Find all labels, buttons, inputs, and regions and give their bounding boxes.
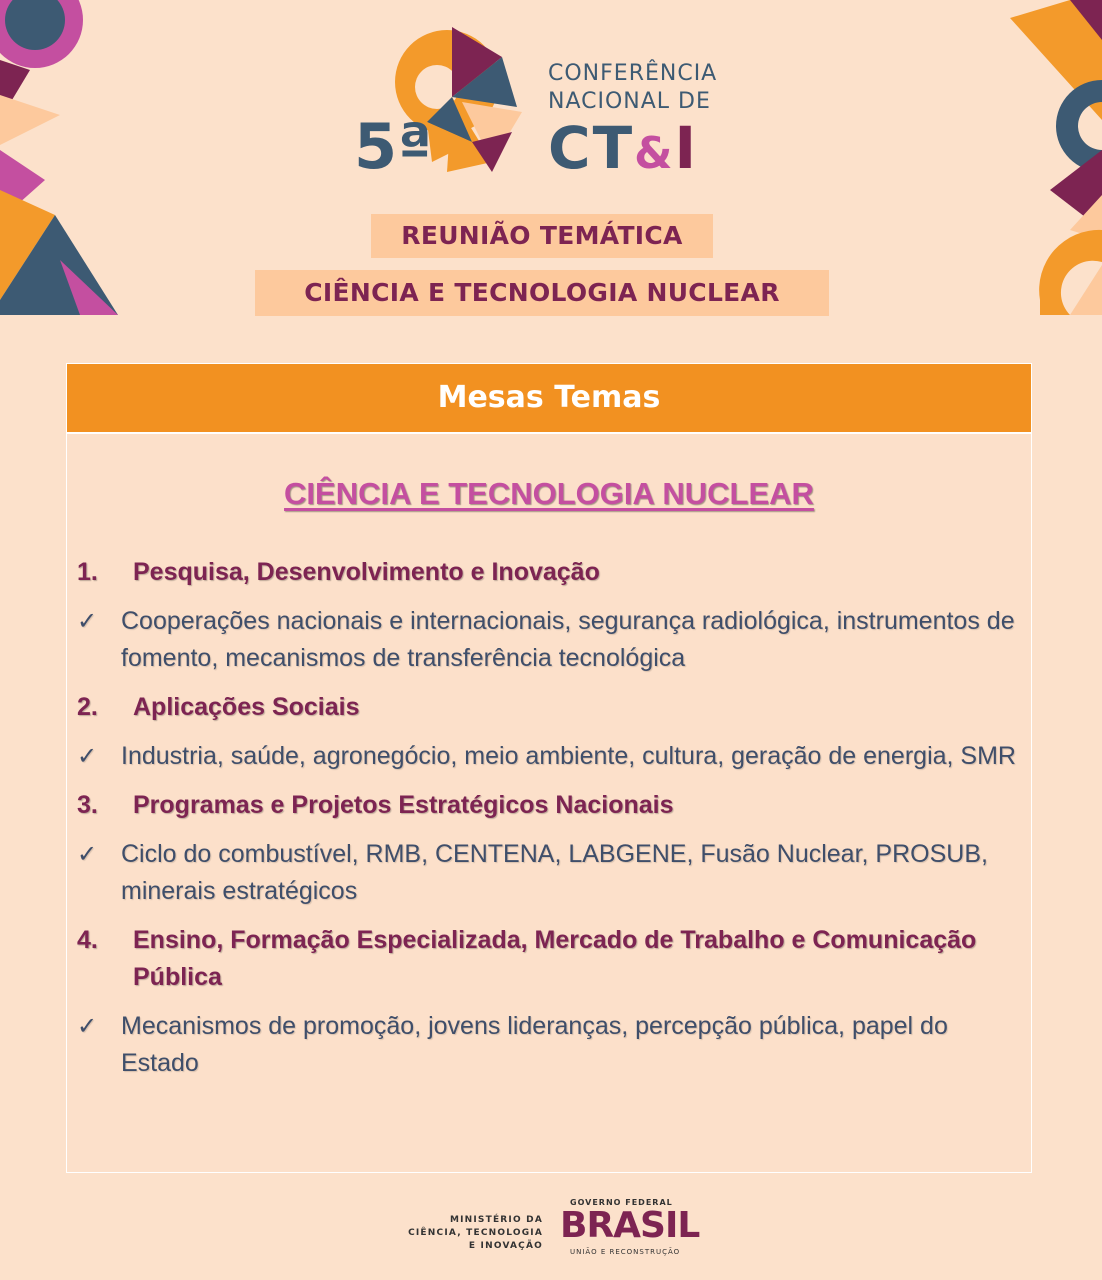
themes-card <box>66 363 1032 1173</box>
banner-meeting-type: REUNIÃO TEMÁTICA <box>371 214 713 258</box>
logo-cti <box>548 114 717 184</box>
brasil-logo: BRASIL <box>560 1205 700 1246</box>
footer-logos <box>400 1196 700 1260</box>
logo-edition-number: 5ª <box>354 110 433 182</box>
topic-label: Programas e Projetos Estratégicos Nacionais <box>133 791 674 819</box>
checkmark-icon: ✓ <box>77 840 98 868</box>
topic-detail <box>77 1008 1017 1082</box>
topic-detail <box>77 603 1017 677</box>
topics-list <box>77 554 1017 1094</box>
topic-detail-text: Industria, saúde, agronegócio, meio ambiente, cultura, geração de energia, SMR <box>121 742 1016 770</box>
topic-number: 2. <box>77 693 98 721</box>
decorative-shapes-right <box>1010 0 1102 315</box>
logo-amp: & <box>634 128 675 179</box>
logo-head-graphic <box>352 22 542 182</box>
gov-federal-label: GOVERNO FEDERAL <box>570 1198 673 1207</box>
topic-detail-text: Ciclo do combustível, RMB, CENTENA, LABGENE, Fusão Nuclear, PROSUB, minerais estratégicos <box>121 840 988 905</box>
topic-item <box>77 787 1017 910</box>
checkmark-icon: ✓ <box>77 607 98 635</box>
ministry-logo <box>400 1214 543 1253</box>
topic-label: Aplicações Sociais <box>133 693 360 721</box>
ministry-line2: CIÊNCIA, TECNOLOGIA <box>408 1228 543 1238</box>
logo-ct: CT <box>548 114 635 182</box>
topic-number: 4. <box>77 926 98 954</box>
ministry-line3: E INOVAÇÃO <box>468 1241 543 1251</box>
topic-detail <box>77 738 1017 775</box>
topic-item <box>77 922 1017 1082</box>
government-slogan: UNIÃO E RECONSTRUÇÃO <box>570 1248 681 1256</box>
topic-heading <box>77 689 1017 726</box>
topic-label: Pesquisa, Desenvolvimento e Inovação <box>133 558 600 586</box>
ministry-line1: MINISTÉRIO DA <box>449 1215 543 1225</box>
checkmark-icon: ✓ <box>77 1012 98 1040</box>
topic-heading <box>77 922 1017 996</box>
topic-heading <box>77 787 1017 824</box>
topic-number: 3. <box>77 791 98 819</box>
topic-heading <box>77 554 1017 591</box>
logo-line1: CONFERÊNCIA <box>548 61 718 86</box>
conference-logo <box>352 22 752 182</box>
topic-label: Ensino, Formação Especializada, Mercado de Trabalho e Comunicação Pública <box>133 926 977 991</box>
checkmark-icon: ✓ <box>77 742 98 770</box>
decorative-shapes-left <box>0 0 120 315</box>
logo-i: I <box>674 114 699 182</box>
card-header: Mesas Temas <box>67 364 1031 434</box>
banner-meeting-topic: CIÊNCIA E TECNOLOGIA NUCLEAR <box>255 270 829 316</box>
topic-item <box>77 689 1017 775</box>
logo-wordmark <box>548 60 717 184</box>
topic-item <box>77 554 1017 677</box>
card-title: CIÊNCIA E TECNOLOGIA NUCLEAR <box>284 476 814 511</box>
topic-detail-text: Cooperações nacionais e internacionais, segurança radiológica, instrumentos de fomento, mecanismos de transferência tecnológica <box>121 607 1015 672</box>
topic-detail-text: Mecanismos de promoção, jovens lideranças, percepção pública, papel do Estado <box>121 1012 948 1077</box>
topic-detail <box>77 836 1017 910</box>
logo-line2: NACIONAL DE <box>548 89 711 114</box>
topic-number: 1. <box>77 558 98 586</box>
